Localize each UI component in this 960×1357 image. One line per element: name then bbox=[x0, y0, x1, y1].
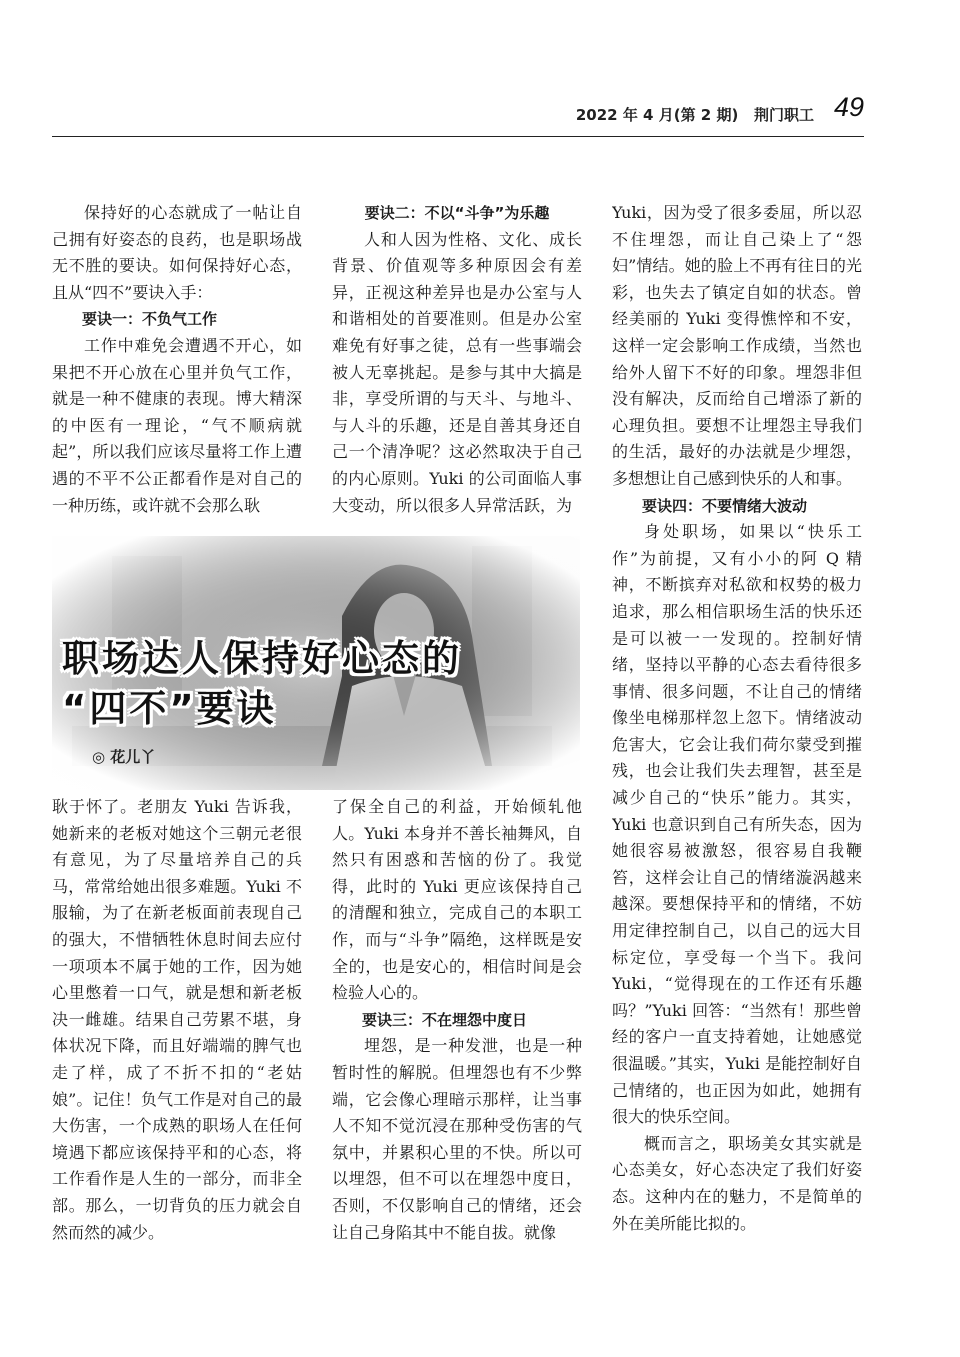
article-title bbox=[62, 634, 462, 734]
paragraph: 埋怨，是一种发泄，也是一种暂时性的解脱。但埋怨也有不少弊端，它会像心理暗示那样，让当事人不知不觉沉浸在那种受伤害的气氛中，并累积心里的不快。所以可以埋怨，但不可以在埋怨中度日，否则，不仅影响自己的情绪，还会让自己身陷其中不能自拔。就像 bbox=[332, 1036, 582, 1242]
paragraph: 身处职场，如果以“快乐工作”为前提，又有小小的阿 Q 精神，不断摈弃对私欲和权势的极力追求，那么相信职场生活的快乐还是可以被一一发现的。控制好情绪，坚持以平静的心态去看待很多事情、很多问题，不让自己的情绪像坐电梯那样忽上忽下。情绪波动危害大，它会让我们荷尔蒙受到摧残，也会让我们失去理智，甚至是减少自己的“快乐”能力。其实，Yuki 也意识到自己有所失态，因为她很容易被激怒，很容易自我鞭笞，这样会让自己的情绪漩涡越来越深。要想保持平和的情绪，不妨用定律控制自己，以自己的远大目标定位，享受每一个当下。我问 Yuki，“觉得现在的工作还有乐趣吗？”Yuki 回答：“当然有！那些曾经的客户一直支持着她，让她感觉很温暖。”其实，Yuki 是能控制好自己情绪的，也正因为如此，她拥有很大的快乐空间。 bbox=[612, 522, 862, 1127]
issue-date: 2022 年 4 月(第 2 期) bbox=[575, 106, 739, 124]
title-banner bbox=[52, 536, 580, 790]
section-heading-1: 要诀一：不负气工作 bbox=[82, 310, 218, 329]
title-line-1: 职场达人保持好心态的 bbox=[62, 637, 462, 680]
intro-paragraph: 保持好的心态就成了一帖让自己拥有好姿态的良药，也是职场战无不胜的要诀。如何保持好心态，且从“四不”要诀入手： bbox=[52, 203, 302, 302]
title-line-2: “四不”要诀 bbox=[62, 687, 277, 730]
column-3 bbox=[612, 200, 862, 1264]
section-heading-2: 要诀二：不以“斗争”为乐趣 bbox=[364, 204, 550, 222]
section-heading-3: 要诀三：不在埋怨中度日 bbox=[362, 1010, 528, 1029]
column-2-bottom bbox=[332, 794, 582, 1264]
section-heading-4: 要诀四：不要情绪大波动 bbox=[642, 496, 808, 515]
author-byline: ◎ 花儿丫 bbox=[92, 748, 156, 766]
paragraph: 工作中难免会遭遇不开心，如果把不开心放在心里并负气工作，就是一种不健康的表现。博大精深的中医有一理论，“气不顺病就起”，所以我们应该尽量将工作上遭遇的不平不公正都看作是对自己的一种历练，或许就不会那么耿 bbox=[52, 335, 302, 515]
conclusion-paragraph: 概而言之，职场美女其实就是心态美女，好心态决定了我们好姿态。这种内在的魅力，不是简单的外在美所能比拟的。 bbox=[612, 1133, 862, 1233]
column-1-top bbox=[52, 200, 302, 540]
paragraph: 了保全自己的利益，开始倾轧他人。Yuki 本身并不善长袖舞风，自然只有困惑和苦恼的份了。我觉得，此时的 Yuki 更应该保持自己的清醒和独立，完成自己的本职工作，而与“斗争”隔绝，这样既是安全的，也是安心的，相信时间是会检验人心的。 bbox=[332, 797, 582, 1003]
column-2-top bbox=[332, 200, 582, 540]
issue-and-magazine bbox=[576, 104, 814, 125]
paragraph: 人和人因为性格、文化、成长背景、价值观等多种原因会有差异，正视这种差异也是办公室与人和谐相处的首要准则。但是办公室难免有好事之徒，总有一些事端会被人无辜挑起。是参与其中大搞是非，享受所谓的与天斗、与地斗、与人斗的乐趣，还是自善其身还自己一个清净呢？这必然取决于自己的内心原则。Yuki 的公司面临人事大变动，所以很多人异常活跃，为 bbox=[332, 229, 582, 515]
page-header bbox=[52, 92, 864, 137]
column-1-bottom bbox=[52, 794, 302, 1264]
paragraph: 耿于怀了。老朋友 Yuki 告诉我，她新来的老板对她这个三朝元老很有意见，为了尽量培养自己的兵马，常常给她出很多难题。Yuki 不服输，为了在新老板面前表现自己的强大，不惜牺牲休息时间去应付一项项本不属于她的工作，因为她心里憋着一口气，就是想和新老板决一雌雄。结果自己劳累不堪，身体状况下降，而且好端端的脾气也走了样，成了不折不扣的“老姑娘”。记住！负气工作是对自己的最大伤害，一个成熟的职场人在任何境遇下都应该保持平和的心态，将工作看作是人生的一部分，而非全部。那么，一切背负的压力就会自然而然的减少。 bbox=[52, 797, 302, 1242]
page-number: 49 bbox=[833, 92, 864, 122]
magazine-name: 荆门职工 bbox=[753, 106, 814, 124]
paragraph: Yuki，因为受了很多委屈，所以忍不住埋怨，而让自己染上了“怨妇”情结。她的脸上不再有往日的光彩，也失去了镇定自如的状态。曾经美丽的 Yuki 变得憔悴和不安，这样一定会影响工作成绩，当然也给外人留下不好的印象。埋怨非但没有解决，反而给自己增添了新的心理负担。要想不让埋怨主导我们的生活，最好的办法就是少埋怨，多想想让自己感到快乐的人和事。 bbox=[612, 203, 862, 488]
